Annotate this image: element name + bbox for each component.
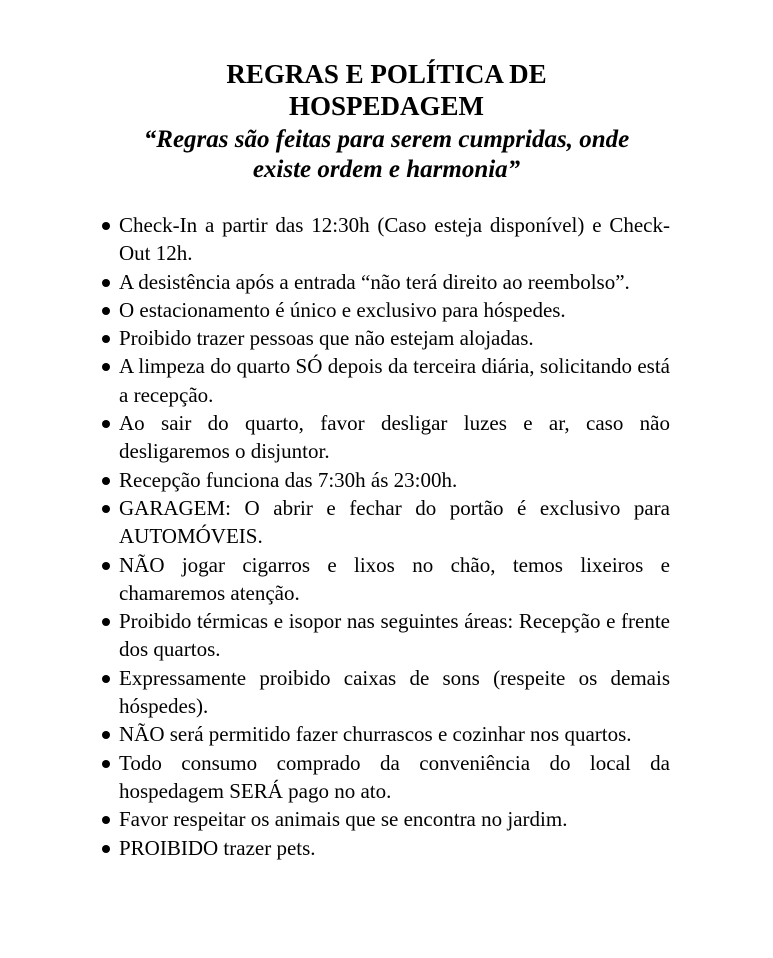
bullet-icon <box>102 816 110 824</box>
bullet-icon <box>102 279 110 287</box>
rule-item <box>98 749 670 806</box>
bullet-icon <box>102 363 110 371</box>
rule-text: NÃO jogar cigarros e lixos no chão, temos lixeiros e chamaremos atenção. <box>119 552 670 605</box>
rules-list <box>98 211 670 862</box>
rule-text: Recepção funciona das 7:30h ás 23:00h. <box>119 467 458 492</box>
bullet-icon <box>102 505 110 513</box>
document-title <box>120 58 653 122</box>
rule-item <box>98 296 670 324</box>
rule-item <box>98 664 670 721</box>
rule-text: Ao sair do quarto, favor desligar luzes e ar, caso não desligaremos o disjuntor. <box>119 411 670 464</box>
rule-text: NÃO será permitido fazer churrascos e cozinhar nos quartos. <box>119 722 632 747</box>
rule-text: Expressamente proibido caixas de sons (respeite os demais hóspedes). <box>119 665 670 719</box>
rule-item <box>98 324 670 352</box>
quote-line-2: existe ordem e harmonia” <box>252 156 521 183</box>
rule-item <box>98 409 670 466</box>
bullet-icon <box>102 618 110 626</box>
bullet-icon <box>102 222 110 230</box>
bullet-icon <box>102 307 110 315</box>
rule-text: Proibido trazer pessoas que não estejam alojadas. <box>119 326 534 351</box>
title-line-2: HOSPEDAGEM <box>288 91 484 121</box>
rule-item <box>98 607 670 664</box>
rule-item <box>98 551 670 608</box>
rule-item <box>98 834 670 862</box>
quote-line-1: “Regras são feitas para serem cumpridas, onde <box>143 126 630 153</box>
bullet-icon <box>102 845 110 853</box>
rule-text: O estacionamento é único e exclusivo para hóspedes. <box>119 297 566 322</box>
bullet-icon <box>102 562 110 570</box>
bullet-icon <box>102 675 110 683</box>
rule-text: PROIBIDO trazer pets. <box>119 835 316 860</box>
rule-text: Proibido térmicas e isopor nas seguintes áreas: Recepção e frente dos quartos. <box>119 609 670 662</box>
bullet-icon <box>102 335 110 343</box>
bullet-icon <box>102 477 110 485</box>
rule-item <box>98 466 670 494</box>
rule-item <box>98 211 670 268</box>
title-line-1: REGRAS E POLÍTICA DE <box>226 59 547 89</box>
rule-item <box>98 268 670 296</box>
rule-item <box>98 720 670 748</box>
document-quote <box>100 125 673 185</box>
rule-item <box>98 805 670 833</box>
rule-text: Todo consumo comprado da conveniência do local da hospedagem SERÁ pago no ato. <box>119 750 670 803</box>
rule-item <box>98 494 670 551</box>
rule-text: A limpeza do quarto SÓ depois da terceira diária, solicitando está a recepção. <box>119 354 670 407</box>
bullet-icon <box>102 760 110 768</box>
bullet-icon <box>102 420 110 428</box>
rule-text: GARAGEM: O abrir e fechar do portão é exclusivo para AUTOMÓVEIS. <box>119 495 670 549</box>
bullet-icon <box>102 731 110 739</box>
rule-text: Check-In a partir das 12:30h (Caso esteja disponível) e Check-Out 12h. <box>119 213 670 266</box>
rule-text: A desistência após a entrada “não terá direito ao reembolso”. <box>119 269 630 294</box>
rule-item <box>98 352 670 409</box>
rule-text: Favor respeitar os animais que se encontra no jardim. <box>119 807 568 832</box>
